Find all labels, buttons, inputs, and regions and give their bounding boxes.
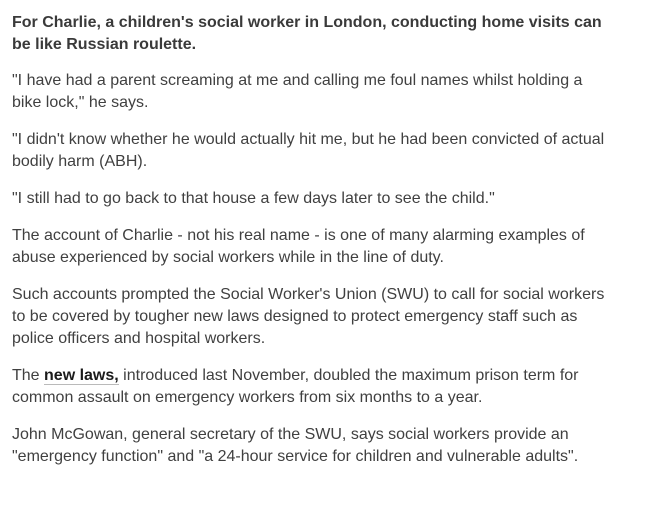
article-body [12,12,612,468]
new-laws-text-before: The [12,367,45,384]
quote-paragraph-1: "I have had a parent screaming at me and calling me foul names whilst holding a bike lock," he says. [12,72,583,111]
swu-paragraph: Such accounts prompted the Social Worker's Union (SWU) to call for social workers to be covered by tougher new laws designed to protect emergency staff such as police officers and hospital workers. [12,286,605,347]
new-laws-text-after: introduced last November, doubled the maximum prison term for common assault on emergency workers from six months to a year. [12,367,579,406]
article-lead: For Charlie, a children's social worker in London, conducting home visits can be like Russian roulette. [12,14,602,53]
new-laws-link[interactable]: new laws, [44,367,119,384]
new-laws-paragraph [12,365,612,409]
account-paragraph: The account of Charlie - not his real name - is one of many alarming examples of abuse experienced by social workers while in the line of duty. [12,227,585,266]
quote-paragraph-2: "I didn't know whether he would actually hit me, but he had been convicted of actual bodily harm (ABH). [12,131,605,170]
mcgowan-paragraph: John McGowan, general secretary of the SWU, says social workers provide an "emergency function" and "a 24-hour service for children and vulnerable adults". [12,426,579,465]
quote-paragraph-3: "I still had to go back to that house a few days later to see the child." [12,190,495,207]
